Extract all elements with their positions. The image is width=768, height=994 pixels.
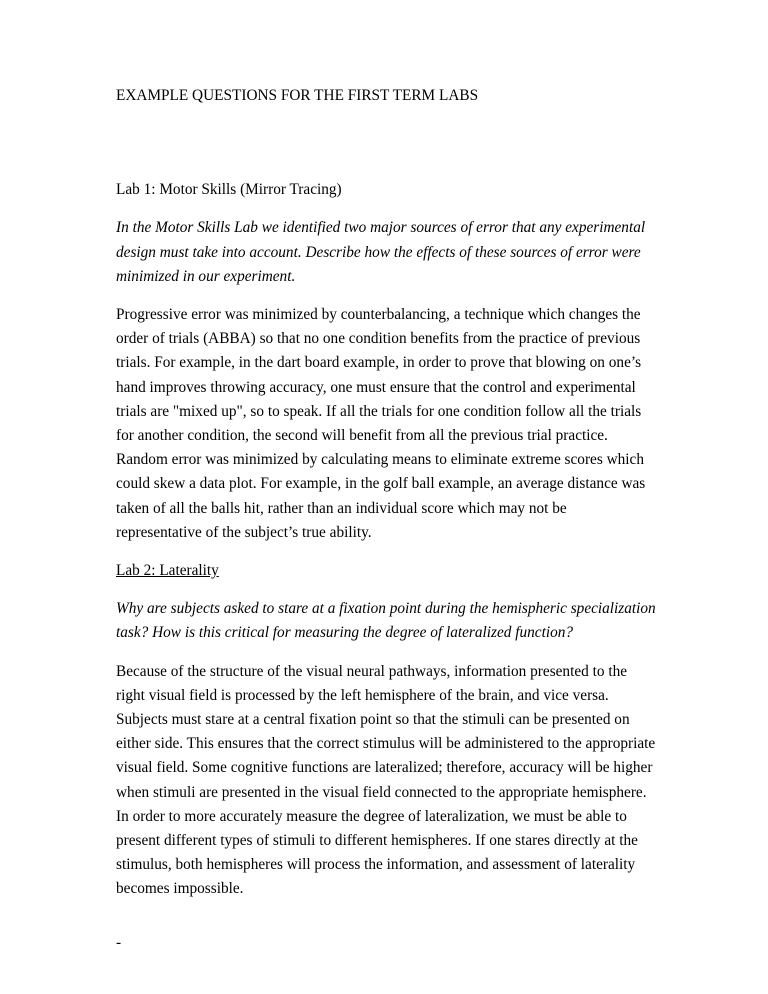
lab1-answer: Progressive error was minimized by counterbalancing, a technique which changes the order of trials (ABBA) so that no one condition benefits from the practice of previous trials. For example, in the dart board example, in order to prove that blowing on one’s hand improves throwing accuracy, one must ensure that the control and experimental trials are "mixed up", so to speak. If all the trials for one condition follow all the trials for another condition, the second will benefit from all the previous trial practice. Random error was minimized by calculating means to eliminate extreme scores which could skew a data plot. For example, in the golf ball example, an average distance was taken of all the balls hit, rather than an individual score which may not be representative of the subject’s true ability.: [116, 306, 646, 541]
lab2-answer: Because of the structure of the visual neural pathways, information presented to the right visual field is processed by the left hemisphere of the brain, and vice versa. Subjects must stare at a central fixation point so that the stimuli can be presented on either side. This ensures that the correct stimulus will be administered to the appropriate visual field. Some cognitive functions are lateralized; therefore, accuracy will be higher when stimuli are presented in the visual field connected to the appropriate hemisphere. In order to more accurately measure the degree of lateralization, we must be able to present different types of stimuli to different hemispheres. If one stares directly at the stimulus, both hemispheres will process the information, and assessment of laterality becomes impossible.: [116, 662, 656, 898]
lab2-heading: Lab 2: Laterality: [116, 562, 219, 580]
document-title: EXAMPLE QUESTIONS FOR THE FIRST TERM LABS: [116, 87, 479, 104]
lab1-heading: Lab 1: Motor Skills (Mirror Tracing): [116, 181, 342, 199]
lab2-question: Why are subjects asked to stare at a fixation point during the hemispheric specialization task? How is this critical for measuring the degree of lateralized function?: [116, 600, 656, 642]
lab1-question: In the Motor Skills Lab we identified two major sources of error that any experimental design must take into account. Describe how the effects of these sources of error were minimized in our experiment.: [116, 219, 646, 285]
document-page: [116, 84, 656, 955]
trailing-dash: -: [116, 933, 122, 951]
